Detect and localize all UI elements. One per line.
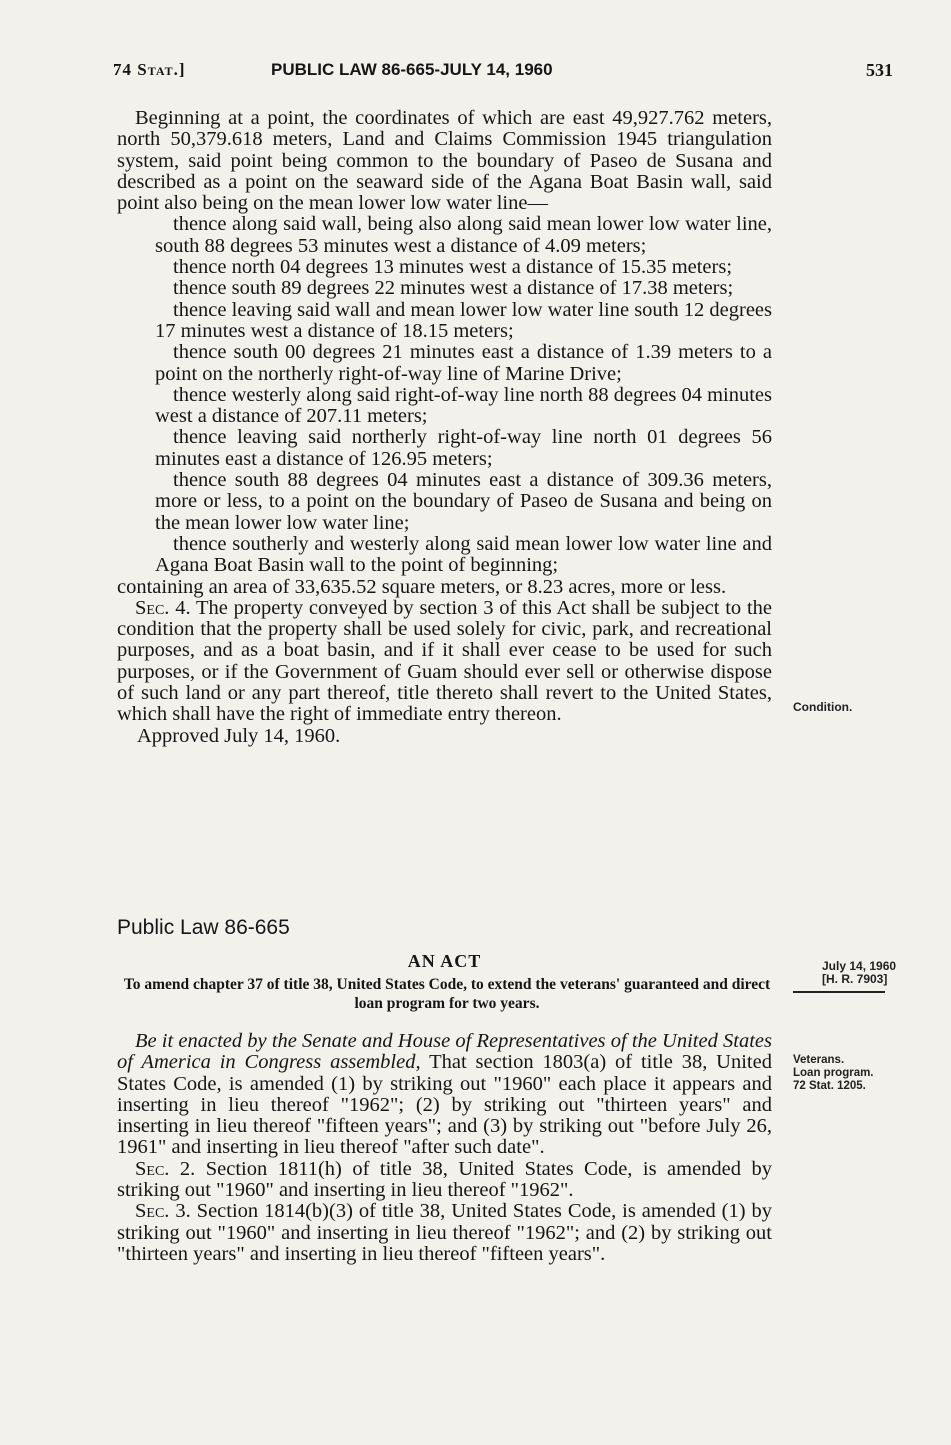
land-description [117, 108, 772, 747]
act-heading: AN ACT [407, 951, 482, 971]
course-4: thence leaving said wall and mean lower low water line south 12 degrees 17 minutes west a distance of 18.15 meters; [155, 298, 772, 342]
section-4 [117, 598, 772, 726]
description-closing: containing an area of 33,635.52 square meters, or 8.23 acres, more or less. [117, 575, 727, 598]
margin-note-date [822, 960, 896, 986]
course-9: thence southerly and westerly along said mean lower low water line and Agana Boat Basin wall to the point of beginning; [155, 532, 772, 577]
header-title: PUBLIC LAW 86-665-JULY 14, 1960 [271, 60, 553, 79]
page-number: 531 [866, 60, 893, 80]
course-5: thence south 00 degrees 21 minutes east a distance of 1.39 meters to a point on the northerly right-of-way line of Marine Drive; [155, 341, 772, 385]
enacting-clause: Be it enacted by the Senate and House of Representatives of the United States of America in Congress assembled, [117, 1030, 772, 1074]
section-3-text: Section 1814(b)(3) of title 38, United States Code, is amended (1) by striking out "1960" and inserting in lieu thereof "1962"; and (2) by striking out "thirteen years" and inserting in lieu thereof "fifteen years". [117, 1200, 773, 1265]
section-4-label: Sec. 4. [135, 596, 191, 619]
section-1-text: That section 1803(a) of title 38, United States Code, is amended (1) by striking out "1960" each place it appears and inserting in lieu thereof "1962"; (2) by striking out "thirteen years" and inserting in lieu thereof "fifteen years"; and (3) by striking out "before July 26, 1961" and inserting in lieu thereof "after such date". [117, 1051, 772, 1159]
margin-date-line: July 14, 1960 [822, 959, 897, 973]
public-law-title: Public Law 86-665 [117, 916, 290, 939]
act-purpose: To amend chapter 37 of title 38, United States Code, to extend the veterans' guaranteed and direct loan program for two years. [123, 976, 771, 1012]
running-header [113, 60, 893, 88]
margin-note-veterans [793, 1054, 874, 1093]
section-2-label: Sec. 2. [135, 1157, 196, 1180]
margin-rule [793, 991, 885, 993]
section-2 [117, 1159, 772, 1202]
section-2-text: Section 1811(h) of title 38, United States Code, is amended by striking out "1960" and inserting in lieu thereof "1962". [117, 1157, 773, 1202]
margin-stat-line: 72 Stat. 1205. [793, 1080, 866, 1092]
course-3: thence south 89 degrees 22 minutes west a distance of 17.38 meters; [173, 277, 734, 300]
section-3-label: Sec. 3. [135, 1200, 191, 1223]
course-8: thence south 88 degrees 04 minutes east a distance of 309.36 meters, more or less, to a point on the boundary of Paseo de Susana and being on the mean lower low water line; [155, 469, 772, 534]
margin-note-condition: Condition. [793, 700, 853, 714]
course-1: thence along said wall, being also along said mean lower low water line, south 88 degrees 53 minutes west a distance of 4.09 meters; [155, 213, 772, 257]
section-3 [117, 1201, 772, 1265]
margin-bill-number: [H. R. 7903] [822, 972, 888, 986]
section-1 [117, 1031, 772, 1159]
course-2: thence north 04 degrees 13 minutes west a distance of 15.35 meters; [173, 256, 733, 279]
section-4-text: The property conveyed by section 3 of this Act shall be subject to the condition that the property shall be used solely for civic, park, and recreational purposes, and as a boat basin, and if it shall ever cease to be used for such purposes, or if the Government of Guam should ever sell or otherwise dispose of such land or any part thereof, title thereto shall revert to the United States, which shall have the right of immediate entry thereon. [117, 596, 773, 726]
approval-line: Approved July 14, 1960. [137, 724, 341, 747]
description-intro: Beginning at a point, the coordinates of which are east 49,927.762 meters, north 50,379.618 meters, Land and Claims Commission 1945 triangulation system, said point being common to the boundary of Paseo de Susana and described as a point on the seaward side of the Agana Boat Basin wall, said point also being on the mean lower low water line— [117, 107, 772, 215]
margin-loan-line: Loan program. [793, 1067, 874, 1079]
act-body [117, 1031, 772, 1265]
course-6: thence westerly along said right-of-way line north 88 degrees 04 minutes west a distance of 207.11 meters; [155, 383, 772, 428]
volume-citation: 74 Stat.] [113, 60, 186, 79]
course-7: thence leaving said northerly right-of-way line north 01 degrees 56 minutes east a distance of 126.95 meters; [155, 426, 772, 470]
margin-veterans-line: Veterans. [793, 1054, 845, 1066]
